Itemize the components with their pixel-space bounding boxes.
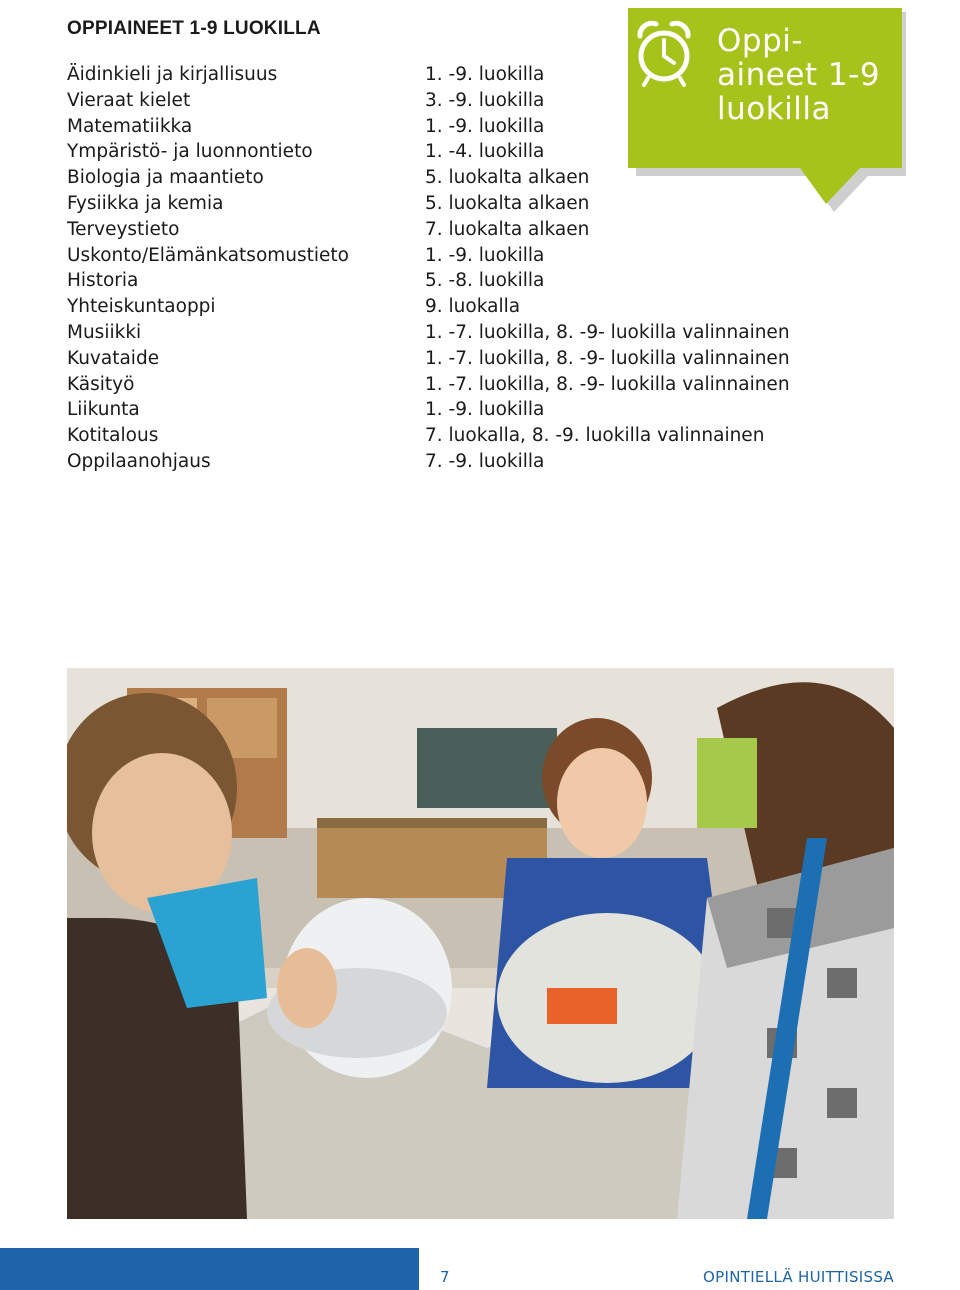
subject-grades: 1. -9. luokilla <box>425 399 545 421</box>
subject-name: Uskonto/Elämänkatsomustieto <box>67 244 349 266</box>
subject-grades: 3. -9. luokilla <box>425 89 545 111</box>
callout-line-2: aineet 1-9 <box>717 57 881 93</box>
subject-grades: 1. -9. luokilla <box>425 115 545 137</box>
list-item <box>67 451 947 477</box>
list-item <box>67 374 947 400</box>
subject-grades: 9. luokalla <box>425 296 521 318</box>
subject-name: Historia <box>67 270 139 292</box>
footer-title: OPINTIELLÄ HUITTISISSA <box>703 1268 894 1286</box>
classroom-photo <box>67 668 894 1219</box>
callout-line-3: luokilla <box>717 91 832 127</box>
subject-grades: 7. luokalta alkaen <box>425 218 590 240</box>
list-item <box>67 270 947 296</box>
subject-grades: 1. -7. luokilla, 8. -9- luokilla valinnainen <box>425 347 790 369</box>
subject-grades: 5. -8. luokilla <box>425 270 545 292</box>
subject-name: Matematiikka <box>67 115 193 137</box>
subject-name: Kuvataide <box>67 347 160 369</box>
subject-name: Äidinkieli ja kirjallisuus <box>67 64 278 85</box>
subject-name: Ympäristö- ja luonnontieto <box>67 141 313 163</box>
subject-grades: 1. -4. luokilla <box>425 141 545 163</box>
subject-name: Kotitalous <box>67 425 159 447</box>
subject-name: Vieraat kielet <box>67 89 191 111</box>
subject-grades: 1. -9. luokilla <box>425 64 545 85</box>
callout-line-1: Oppi- <box>717 23 804 59</box>
page-number: 7 <box>440 1268 450 1286</box>
list-item <box>67 245 947 271</box>
subject-grades: 5. luokalta alkaen <box>425 192 590 214</box>
subject-name: Liikunta <box>67 399 140 421</box>
subject-name: Terveystieto <box>67 218 180 240</box>
subject-name: Oppilaanohjaus <box>67 450 211 472</box>
subject-name: Yhteiskuntaoppi <box>67 296 216 318</box>
subject-name: Fysiikka ja kemia <box>67 192 224 214</box>
list-item <box>67 296 947 322</box>
list-item <box>67 219 947 245</box>
subject-name: Käsityö <box>67 373 135 395</box>
subject-grades: 1. -7. luokilla, 8. -9- luokilla valinnainen <box>425 373 790 395</box>
subject-grades: 7. luokalla, 8. -9. luokilla valinnainen <box>425 425 765 447</box>
subject-grades: 1. -9. luokilla <box>425 244 545 266</box>
callout-title <box>717 24 880 126</box>
list-item <box>67 322 947 348</box>
list-item <box>67 399 947 425</box>
subject-name: Musiikki <box>67 321 142 343</box>
subject-name: Biologia ja maantieto <box>67 167 264 189</box>
alarm-clock-icon <box>632 18 696 88</box>
page-title: OPPIAINEET 1-9 LUOKILLA <box>67 18 321 39</box>
list-item <box>67 425 947 451</box>
list-item <box>67 348 947 374</box>
subject-grades: 5. luokalta alkaen <box>425 167 590 189</box>
subject-grades: 7. -9. luokilla <box>425 450 545 472</box>
subject-grades: 1. -7. luokilla, 8. -9- luokilla valinnainen <box>425 321 790 343</box>
